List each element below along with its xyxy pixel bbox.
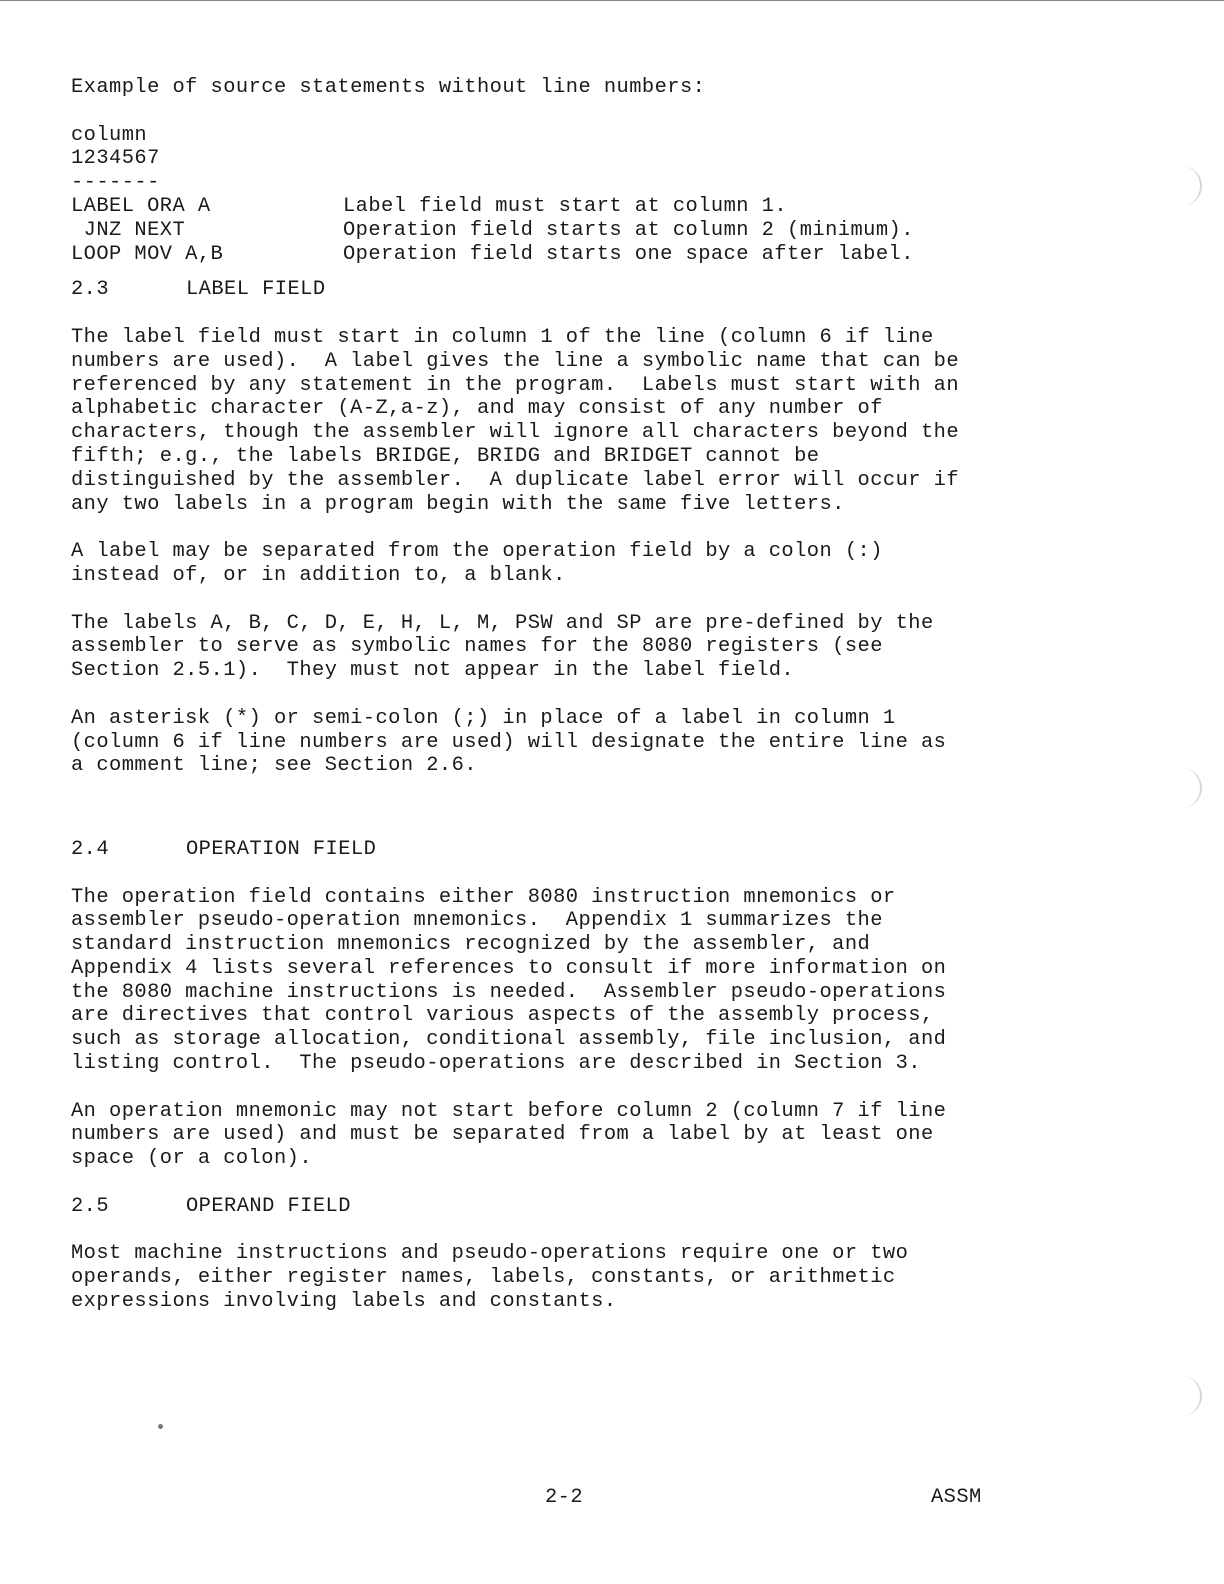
section-heading-2-3 (71, 278, 1151, 302)
example-intro: Example of source statements without line numbers: (71, 76, 706, 99)
column-ruler-label: column (71, 123, 148, 147)
section-heading-2-5 (71, 1195, 1151, 1219)
section-number: 2.5 (71, 1194, 110, 1218)
text-line: assembler pseudo-operation mnemonics. Appendix 1 summarizes the (71, 909, 883, 933)
section-number: 2.4 (71, 837, 110, 861)
binder-hole-mark (1182, 166, 1202, 206)
text-line: instead of, or in addition to, a blank. (71, 563, 566, 587)
text-line: Appendix 4 lists several references to consult if more information on (71, 956, 947, 980)
text-line: numbers are used) and must be separated from a label by at least one (71, 1123, 934, 1147)
text-line: such as storage allocation, conditional assembly, file inclusion, and (71, 1028, 947, 1052)
text-line: (column 6 if line numbers are used) will designate the entire line as (71, 730, 947, 754)
text-line: The operation field contains either 8080 instruction mnemonics or (71, 885, 896, 909)
code-line (71, 219, 1151, 243)
text-line: alphabetic character (A-Z,a-z), and may consist of any number of (71, 397, 883, 421)
paragraph (71, 886, 1151, 1076)
text-line: distinguished by the assembler. A duplicate label error will occur if (71, 468, 960, 492)
text-line: listing control. The pseudo-operations are described in Section 3. (71, 1052, 921, 1076)
text-line: any two labels in a program begin with the same five letters. (71, 492, 845, 516)
text-line: space (or a colon). (71, 1147, 313, 1171)
text-line: are directives that control various aspects of the assembly process, (71, 1004, 934, 1028)
code-example (71, 124, 1151, 267)
paragraph (71, 540, 1151, 588)
paragraph (71, 1100, 1151, 1171)
code-statement: LABEL ORA A (71, 194, 211, 218)
text-line: An operation mnemonic may not start before column 2 (column 7 if line (71, 1099, 947, 1123)
code-statement: JNZ NEXT (71, 218, 186, 242)
code-line (71, 243, 1151, 267)
paragraph (71, 612, 1151, 683)
text-line: expressions involving labels and constants. (71, 1290, 617, 1314)
text-line: standard instruction mnemonics recognized by the assembler, and (71, 933, 871, 957)
code-line (71, 195, 1151, 219)
code-note: Operation field starts one space after label. (343, 242, 914, 266)
paragraph (71, 1242, 1151, 1313)
document-page (71, 76, 1151, 1338)
section-title: LABEL FIELD (186, 278, 326, 302)
text-line: fifth; e.g., the labels BRIDGE, BRIDG and BRIDGET cannot be (71, 444, 820, 468)
text-line: numbers are used). A label gives the line a symbolic name that can be (71, 349, 960, 373)
paragraph (71, 707, 1151, 778)
manual-code: ASSM (931, 1486, 982, 1509)
text-line: operands, either register names, labels, constants, or arithmetic (71, 1266, 896, 1290)
section-title: OPERAND FIELD (186, 1194, 351, 1218)
code-statement: LOOP MOV A,B (71, 242, 224, 266)
section-spacer (71, 802, 1151, 838)
text-line: The label field must start in column 1 of the line (column 6 if line (71, 325, 934, 349)
section-number: 2.3 (71, 278, 110, 302)
paragraph (71, 326, 1151, 516)
scan-speck (158, 1424, 163, 1429)
text-line: Section 2.5.1). They must not appear in the label field. (71, 659, 795, 683)
text-line: Most machine instructions and pseudo-operations require one or two (71, 1242, 909, 1266)
code-note: Operation field starts at column 2 (minimum). (343, 218, 914, 242)
binder-hole-mark (1182, 768, 1202, 808)
text-line: characters, though the assembler will ignore all characters beyond the (71, 421, 960, 445)
column-ruler-digits: 1234567 (71, 147, 160, 171)
page-number: 2-2 (545, 1486, 584, 1509)
code-note: Label field must start at column 1. (343, 194, 788, 218)
section-title: OPERATION FIELD (186, 837, 377, 861)
column-ruler-dashes: ------- (71, 171, 160, 195)
section-heading-2-4 (71, 838, 1151, 862)
text-line: a comment line; see Section 2.6. (71, 754, 477, 778)
text-line: The labels A, B, C, D, E, H, L, M, PSW and SP are pre-defined by the (71, 611, 934, 635)
text-line: referenced by any statement in the program. Labels must start with an (71, 373, 960, 397)
text-line: An asterisk (*) or semi-colon (;) in place of a label in column 1 (71, 706, 896, 730)
binder-hole-mark (1182, 1376, 1202, 1416)
page-top-edge (0, 0, 1224, 1)
text-line: the 8080 machine instructions is needed. Assembler pseudo-operations (71, 980, 947, 1004)
text-line: assembler to serve as symbolic names for the 8080 registers (see (71, 635, 883, 659)
text-line: A label may be separated from the operation field by a colon (:) (71, 540, 883, 564)
